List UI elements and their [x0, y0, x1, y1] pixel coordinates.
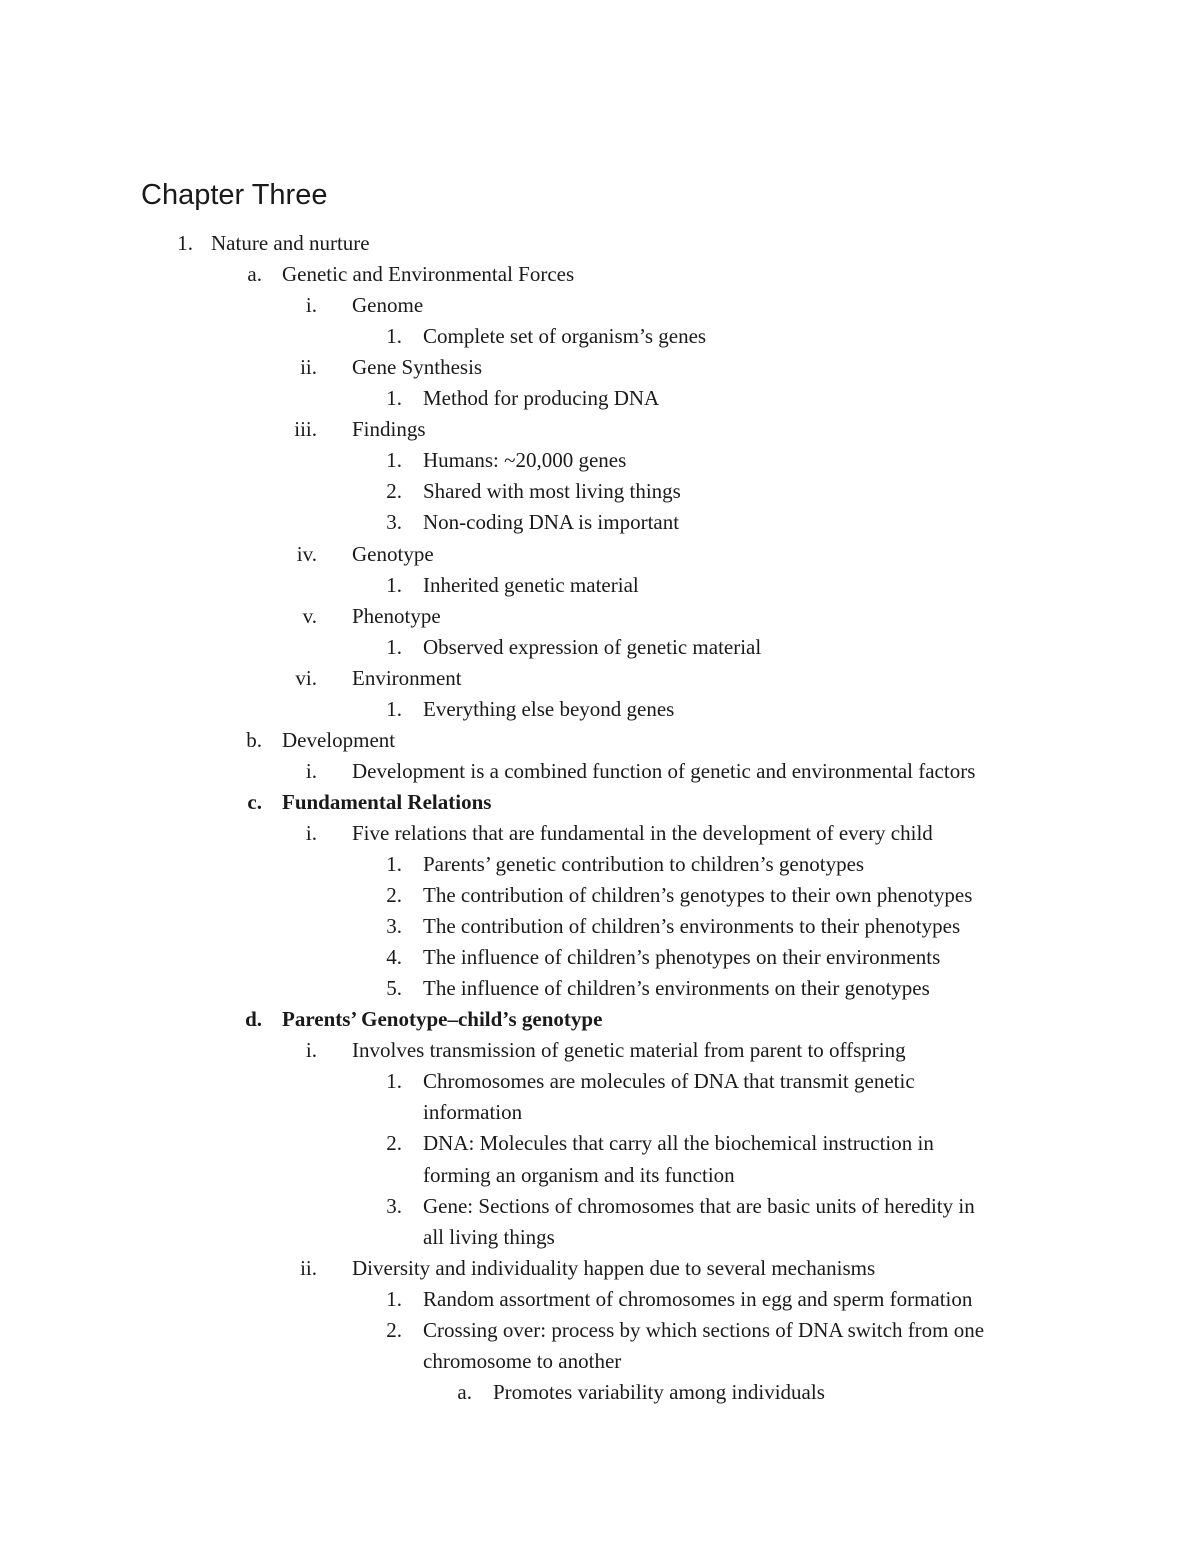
outline-text: Development — [282, 728, 396, 752]
outline-text: Gene Synthesis — [352, 355, 483, 379]
outline-continuation: information — [423, 1100, 523, 1124]
outline-item — [0, 663, 1200, 694]
outline-item — [0, 787, 1200, 818]
outline-text: Genome — [352, 293, 424, 317]
outline-continuation: forming an organism and its function — [423, 1163, 735, 1187]
outline-text: Method for producing DNA — [423, 386, 660, 410]
outline-text: Crossing over: process by which sections of DNA switch from one — [423, 1318, 985, 1342]
outline-marker: a. — [457, 1380, 472, 1404]
outline-text: Random assortment of chromosomes in egg and sperm formation — [423, 1287, 973, 1311]
outline-marker: iii. — [294, 417, 317, 441]
outline-item — [0, 1004, 1200, 1035]
outline-text: Parents’ genetic contribution to children’s genotypes — [423, 852, 865, 876]
outline-item — [0, 476, 1200, 507]
outline-item — [0, 352, 1200, 383]
outline-item — [0, 290, 1200, 321]
outline-marker: i. — [305, 1038, 317, 1062]
outline-text: Non-coding DNA is important — [423, 510, 680, 534]
outline-item — [0, 1315, 1200, 1346]
outline-text: Diversity and individuality happen due to several mechanisms — [352, 1256, 876, 1280]
outline-marker: i. — [305, 293, 317, 317]
outline-text: Findings — [352, 417, 426, 441]
outline-text: Everything else beyond genes — [423, 697, 675, 721]
outline-item — [0, 1191, 1200, 1222]
outline-text: Involves transmission of genetic material from parent to offspring — [352, 1038, 906, 1062]
outline-item — [0, 383, 1200, 414]
outline-text: Parents’ Genotype–child’s genotype — [282, 1007, 603, 1031]
outline-marker: 3. — [386, 510, 402, 534]
outline-marker: 1. — [386, 386, 402, 410]
outline-marker: b. — [246, 728, 262, 752]
outline-item — [0, 849, 1200, 880]
outline-continuation: chromosome to another — [423, 1349, 622, 1373]
outline-item — [0, 1253, 1200, 1284]
outline-marker: 5. — [386, 976, 402, 1000]
outline-marker: 1. — [386, 697, 402, 721]
outline-marker: 1. — [177, 231, 193, 255]
outline-text: Genetic and Environmental Forces — [282, 262, 575, 286]
outline-text: Nature and nurture — [211, 231, 370, 255]
outline-item — [0, 1066, 1200, 1097]
outline-item — [0, 818, 1200, 849]
outline-item — [0, 539, 1200, 570]
outline-marker: vi. — [295, 666, 317, 690]
outline-item — [0, 601, 1200, 632]
outline-item — [0, 1377, 1200, 1408]
outline-text: Fundamental Relations — [282, 790, 492, 814]
outline-text: Phenotype — [352, 604, 441, 628]
outline-marker: ii. — [300, 1256, 317, 1280]
outline-item — [0, 694, 1200, 725]
outline-marker: v. — [302, 604, 317, 628]
outline-text: The contribution of children’s environments to their phenotypes — [423, 914, 961, 938]
outline-marker: 2. — [386, 1131, 402, 1155]
page-title: Chapter Three — [141, 179, 328, 211]
outline-item — [0, 445, 1200, 476]
outline-marker: iv. — [296, 542, 317, 566]
outline-text: DNA: Molecules that carry all the biochemical instruction in — [423, 1131, 934, 1155]
outline-marker: 1. — [386, 852, 402, 876]
outline-marker: 1. — [386, 448, 402, 472]
outline-text: Complete set of organism’s genes — [423, 324, 707, 348]
outline-continuation: all living things — [423, 1225, 555, 1249]
outline-marker: 2. — [386, 1318, 402, 1342]
outline-item — [0, 880, 1200, 911]
outline-marker: 3. — [386, 914, 402, 938]
outline-text: Genotype — [352, 542, 434, 566]
outline-text: The influence of children’s phenotypes on their environments — [423, 945, 941, 969]
outline-item — [0, 1128, 1200, 1159]
outline-marker: 3. — [386, 1194, 402, 1218]
outline-marker: 1. — [386, 1069, 402, 1093]
outline-item — [0, 414, 1200, 445]
outline-marker: a. — [247, 262, 262, 286]
outline-item — [0, 228, 1200, 259]
outline-text: Promotes variability among individuals — [493, 1380, 825, 1404]
outline-marker: i. — [305, 821, 317, 845]
outline-text: Chromosomes are molecules of DNA that transmit genetic — [423, 1069, 915, 1093]
outline-text: The influence of children’s environments on their genotypes — [423, 976, 930, 1000]
outline-marker: c. — [247, 790, 262, 814]
outline-item — [0, 942, 1200, 973]
outline-text: Observed expression of genetic material — [423, 635, 762, 659]
outline-marker: 4. — [386, 945, 402, 969]
outline-item — [0, 259, 1200, 290]
outline-marker: 1. — [386, 635, 402, 659]
outline-item — [0, 973, 1200, 1004]
outline-marker: 1. — [386, 324, 402, 348]
outline-marker: d. — [245, 1007, 262, 1031]
outline-text: Five relations that are fundamental in the development of every child — [352, 821, 933, 845]
outline-text: Development is a combined function of genetic and environmental factors — [352, 759, 976, 783]
outline-text: Environment — [352, 666, 462, 690]
outline-marker: 1. — [386, 573, 402, 597]
outline-marker: 1. — [386, 1287, 402, 1311]
outline-text: Humans: ~20,000 genes — [423, 448, 627, 472]
outline-item — [0, 321, 1200, 352]
outline-text: Shared with most living things — [423, 479, 681, 503]
outline-item — [0, 1035, 1200, 1066]
outline-item — [0, 570, 1200, 601]
outline-text: The contribution of children’s genotypes to their own phenotypes — [423, 883, 973, 907]
outline-item — [0, 725, 1200, 756]
outline-marker: 2. — [386, 883, 402, 907]
outline-text: Inherited genetic material — [423, 573, 639, 597]
outline-marker: 2. — [386, 479, 402, 503]
outline-item — [0, 1284, 1200, 1315]
outline-marker: i. — [305, 759, 317, 783]
outline-marker: ii. — [300, 355, 317, 379]
outline-item — [0, 632, 1200, 663]
outline-text: Gene: Sections of chromosomes that are basic units of heredity in — [423, 1194, 975, 1218]
outline-item — [0, 507, 1200, 538]
outline-item — [0, 911, 1200, 942]
outline-item — [0, 756, 1200, 787]
